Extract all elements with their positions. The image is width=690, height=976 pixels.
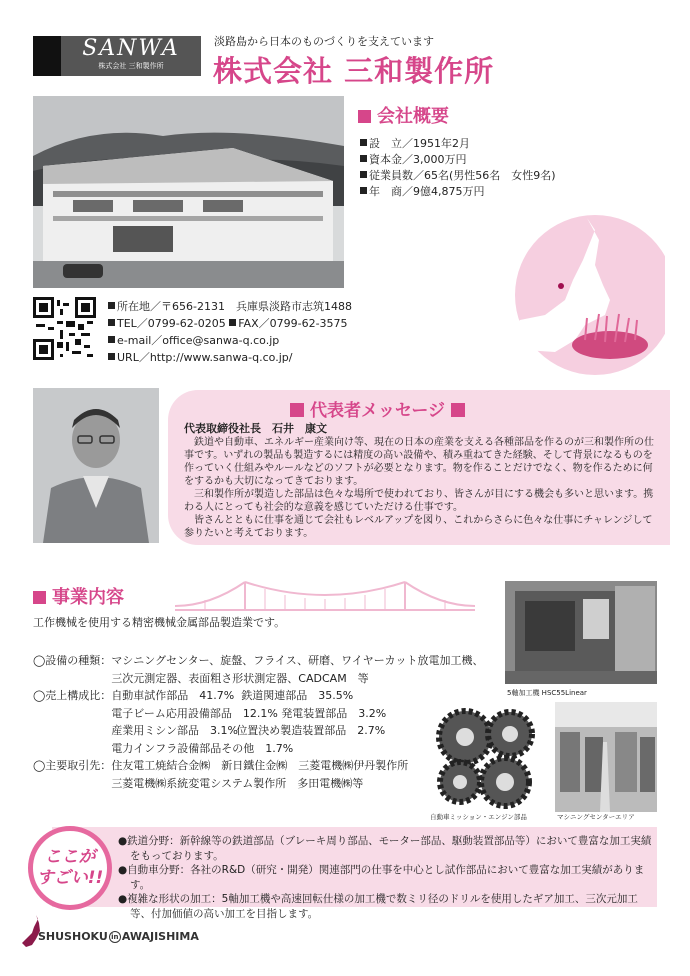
- equipment-line: 三次元測定器、表面粗さ形状測定器、CADCAM 等: [111, 671, 369, 685]
- bullet-icon: [360, 139, 367, 146]
- overview-item: 設 立／1951年2月: [360, 136, 556, 152]
- clients-label: ◯主要取引先：: [33, 759, 112, 772]
- square-icon: [358, 110, 371, 123]
- overview-title: 会社概要: [358, 102, 449, 128]
- factory-photo: [33, 96, 344, 288]
- company-logo: [33, 36, 201, 76]
- square-icon: [451, 403, 465, 417]
- bullet-icon: [360, 187, 367, 194]
- highlight-badge: [28, 826, 112, 910]
- equipment-label: ◯設備の種類：: [33, 654, 112, 667]
- clients-line: 三菱電機㈱系統変電システム製作所 多田電機㈱等: [111, 776, 364, 790]
- phone-line: TEL／0799-62-0205 FAX／0799-62-3575: [108, 315, 352, 332]
- logo-sub-text: 株式会社 三和製作所: [98, 62, 164, 70]
- square-icon: [33, 591, 46, 604]
- bullet-icon: [360, 171, 367, 178]
- overview-item: 従業員数／65名(男性56名 女性9名): [360, 168, 556, 184]
- gears-caption: 自動車ミッション・エンジン部品: [430, 813, 527, 821]
- logo-main-text: SANWA: [82, 36, 180, 61]
- in-badge: in: [109, 931, 121, 943]
- company-name: 株式会社 三和製作所: [213, 54, 495, 88]
- bullet-icon: [229, 319, 236, 326]
- qr-code: [33, 297, 96, 360]
- message-paragraph: 三和製作所が製造した部品は色々な場所で使われており、皆さんが目にする機会も多いと思います。携わる人にとっても社会的な意義を感じていただける仕事です。: [184, 489, 654, 513]
- message-title: 代表者メッセージ: [290, 396, 471, 421]
- square-icon: [290, 403, 304, 417]
- contact-list: [108, 298, 352, 366]
- overview-item: 年 商／9億4,875万円: [360, 184, 556, 200]
- sales-item: 位置決め製造装置部品 2.7%: [236, 724, 386, 737]
- message-paragraph: 鉄道や自動車、エネルギー産業向け等、現在の日本の産業を支える各種部品を作るのが三和製作所の仕事です。いずれの製品も製造するには精度の高い設備や、積み重ねてきた経験、そして背景になるものを作っていく仕組みやルールなどのソフトが必要となります。物を作ることだけでなく、物を作るために何をするかも大切になってきております。: [184, 437, 654, 487]
- bullet-icon: [108, 336, 115, 343]
- badge-line: すごい!!: [36, 868, 104, 888]
- bullet-icon: [108, 319, 115, 326]
- url-line[interactable]: URL／http://www.sanwa-q.co.jp/: [108, 349, 352, 366]
- overview-list: [360, 136, 556, 200]
- badge-line: ここが: [44, 847, 96, 867]
- clients-line: 住友電工焼結合金㈱ 新日鐵住金㈱ 三菱電機㈱伊丹製作所: [111, 759, 409, 772]
- machine-photo: [505, 581, 657, 684]
- email-line[interactable]: e-mail／office@sanwa-q.co.jp: [108, 332, 352, 349]
- bridge-icon: [175, 578, 475, 618]
- highlight-list: [118, 834, 654, 921]
- message-body: [184, 436, 660, 540]
- equipment-line: マシニングセンター、旋盤、フライス、研磨、ワイヤーカット放電加工機、: [111, 654, 484, 667]
- bullet-icon: [108, 302, 115, 309]
- business-intro: 工作機械を使用する精密機械金属部品製造業です。: [33, 616, 286, 629]
- message-paragraph: 皆さんとともに仕事を通じて会社もレベルアップを図り、これからさらに色々な仕事にチャレンジして参りたいと考えております。: [184, 515, 653, 539]
- business-details: [33, 652, 483, 792]
- bullet-icon: [108, 353, 115, 360]
- sales-item: 電子ビーム応用設備部品 12.1%: [111, 706, 278, 720]
- highlight-item: ●複雑な形状の加工：5軸加工機や高速回転仕様の加工機で数ミリ径のドリルを使用したギア加工、三次元加工等、付加価値の高い加工を目指します。: [118, 893, 638, 920]
- sales-item: 自動車試作部品 41.7%: [111, 689, 235, 702]
- business-title: 事業内容: [33, 583, 124, 609]
- overview-item: 資本金／3,000万円: [360, 152, 556, 168]
- sales-item: 発電装置部品 3.2%: [281, 706, 387, 720]
- sales-label: ◯売上構成比：: [33, 689, 112, 702]
- awaji-island-map: [495, 210, 665, 380]
- tagline: 淡路島から日本のものづくりを支えています: [214, 35, 434, 48]
- ceo-name: 代表取締役社長 石井 康文: [184, 422, 327, 435]
- area-photo: [555, 702, 657, 812]
- bullet-icon: [360, 155, 367, 162]
- highlight-item: ●自動車分野：各社のR&D（研究・開発）関連部門の仕事を中心とし試作部品において豊富な加工実績があります。: [118, 864, 645, 891]
- address-line: 所在地／〒656-2131 兵庫県淡路市志筑1488: [108, 298, 352, 315]
- sales-item: 電力インフラ設備部品その他 1.7%: [111, 741, 294, 755]
- machine-caption: 5軸加工機 HSC55Linear: [507, 689, 587, 697]
- footer-logo: SHUSHOKU in AWAJISHIMA: [38, 930, 199, 943]
- gears-photo: [425, 702, 549, 812]
- highlight-item: ●鉄道分野：新幹線等の鉄道部品（ブレーキ周り部品、モーター部品、駆動装置部品等）において豊富な加工実績をもっております。: [118, 835, 652, 862]
- sales-item: 鉄道関連部品 35.5%: [241, 689, 354, 702]
- ceo-photo: [33, 388, 159, 543]
- sales-item: 産業用ミシン部品 3.1%: [111, 724, 238, 737]
- area-caption: マシニングセンターエリア: [557, 813, 635, 821]
